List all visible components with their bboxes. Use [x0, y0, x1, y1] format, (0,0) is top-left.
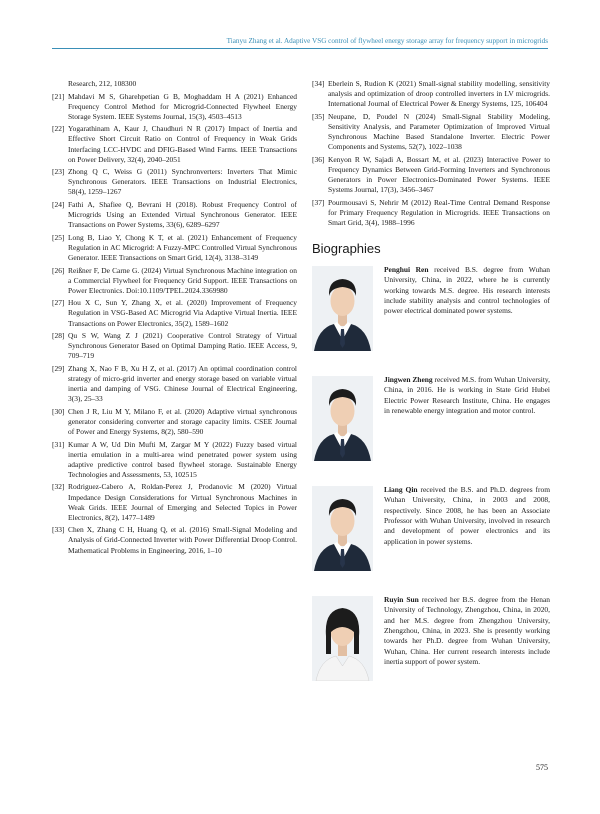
biography-body: received the B.S. and Ph.D. degrees from Wuhan University, China, in 2003 and 2008, respectively. Since 2008, he has been an Associate Professor with Wuhan University, involved in research and development of power electronics and its application in power systems.: [384, 484, 550, 546]
reference-text: Zhong Q C, Weiss G (2011) Synchronverters: Inverters That Mimic Synchronous Generators. IEEE Transactions on Industrial Electronics, 58(4), 1259–1267: [68, 167, 297, 197]
reference-continuation: Research, 212, 108300: [68, 79, 137, 88]
running-header: Tianyu Zhang et al. Adaptive VSG control of flywheel energy storage array for frequency support in microgrids: [226, 37, 548, 45]
biography-item: [312, 596, 550, 700]
reference-number: [36]: [312, 154, 325, 164]
reference-text: Qu S W, Wang Z J (2021) Cooperative Control Strategy of Virtual Synchronous Generator Based on Optimal Damping Ratio. IEEE Access, 9, 709–719: [68, 331, 297, 361]
biography-body: received her B.S. degree from the Henan University of Technology, Zhengzhou, China, in 2020, and her M.S. degree from Zhengzhou University, Zhengzhou, China, in 2023. She is presently working towards her Ph.D. degree from Wuhan University, Wuhan, China. Her current research interests include inertia support of power system.: [384, 594, 550, 667]
author-name: Jingwen Zheng: [384, 374, 433, 384]
reference-item: [52, 407, 297, 437]
reference-number: [34]: [312, 79, 325, 88]
reference-number: [21]: [52, 91, 65, 101]
reference-text: Long B, Liao Y, Chong K T, et al. (2021) Enhancement of Frequency Regulation in AC Microgrid: A Fuzzy-MPC Controlled Virtual Synchronous Generator. IEEE Transactions on Smart Grid, 12(4), 3138–3149: [68, 232, 297, 262]
reference-number: [35]: [312, 111, 325, 121]
author-name: Penghui Ren: [384, 264, 429, 274]
reference-item: [52, 92, 297, 122]
reference-text: Zhang X, Nao F B, Xu H Z, et al. (2017) An optimal coordination control strategy of micro-grid inverter and energy storage based on variable virtual inertia and damping of VSG. Chinese Journal of Electrical Engineering, 3(3), 25–33: [68, 363, 297, 404]
reference-number: [28]: [52, 331, 65, 341]
reference-item: [52, 124, 297, 164]
biography-body: received B.S. degree from Wuhan University, China, in 2022, where he is currently working towards M.S. degree. His research interests include stability analysis and control technologies of power electrical dominated power systems.: [384, 264, 550, 316]
reference-text: Rodriguez-Cabero A, Roldan-Perez J, Prodanovic M (2020) Virtual Impedance Design Considerations for Virtual Synchronous Machines in Weak Grids. IEEE Journal of Emerging and Selected Topics in Power Electronics, 8(2), 1477–1489: [68, 482, 297, 522]
reference-item: [312, 112, 550, 152]
reference-number: [32]: [52, 482, 65, 492]
biography-text: [384, 375, 550, 417]
biography-body: received M.S. from Wuhan University, China, in 2016. He is working in State Grid Hubei Electric Power Research Institute, China. He engages in renewable energy integration and motor control.: [384, 374, 551, 416]
reference-text: Yogarathinam A, Kaur J, Chaudhuri N R (2017) Impact of Inertia and Effective Short Circuit Ratio on Control of Frequency in Weak Grids Interfacing LCC-HVDC and DFIG-Based Wind Farms. IEEE Transactions on Power Delivery, 32(4), 2040–2051: [68, 124, 297, 164]
biography-text: [384, 485, 550, 547]
page-number: 575: [536, 763, 548, 772]
reference-item: [52, 200, 297, 230]
reference-item: [52, 525, 297, 555]
reference-number: [30]: [52, 406, 65, 416]
reference-text: Reißner F, De Carne G. (2024) Virtual Synchronous Machine integration on a Commercial Flywheel for Frequency Grid Support. IEEE Transactions on Power Electronics. Doi:10.1109/TPEL.2024.3369980: [68, 265, 297, 295]
biography-text: [384, 265, 550, 317]
reference-item: [52, 331, 297, 361]
reference-text: Kenyon R W, Sajadi A, Bossart M, et al. (2023) Interactive Power to Frequency Dynamics Between Grid-Forming Inverters and Synchronous Generators in Power Electronics-Dominated Power Systems. IEEE Systems Journal, 17(3), 3456–3467: [328, 154, 550, 194]
reference-number: [24]: [52, 200, 65, 210]
reference-item: [52, 364, 297, 404]
reference-text: Fathi A, Shafiee Q, Bevrani H (2018). Robust Frequency Control of Microgrids Using an Extended Virtual Synchronous Generator. IEEE Transactions on Power Systems, 33(6), 6289–6297: [68, 200, 297, 230]
reference-number: [26]: [52, 265, 65, 275]
reference-text: Pourmousavi S, Nehrir M (2012) Real-Time Central Demand Response for Primary Frequency Regulation in Microgrids. IEEE Transactions on Smart Grid, 3(4), 1988–1996: [328, 197, 550, 227]
author-portrait-icon: [312, 266, 373, 351]
biographies-heading: Biographies: [312, 240, 381, 256]
biography-item: [312, 486, 550, 590]
reference-item: [52, 233, 297, 263]
reference-item: [52, 266, 297, 296]
reference-number: [31]: [52, 439, 65, 449]
author-portrait-icon: [312, 486, 373, 571]
reference-text: Kumar A W, Ud Din Mufti M, Zargar M Y (2022) Fuzzy based virtual inertia emulation in a multi-area wind penetrated power system using adaptive predictive control based flywheel storage. Sustainable Energy Technologies and Assessments, 53, 102515: [68, 439, 297, 479]
right-column: [312, 79, 550, 706]
header-rule: [52, 48, 548, 49]
author-portrait-icon: [312, 596, 373, 681]
reference-number: [37]: [312, 197, 325, 207]
reference-number: [27]: [52, 298, 65, 308]
author-portrait-icon: [312, 376, 373, 461]
reference-text: Eberlein S, Rudion K (2021) Small-signal stability modelling, sensitivity analysis and optimization of droop controlled inverters in LV microgrids. International Journal of Electrical Power & Energy Systems, 125, 106404: [328, 79, 550, 109]
reference-number: [22]: [52, 124, 65, 134]
reference-item: [52, 298, 297, 328]
reference-text: Chen X, Zhang C H, Huang Q, et al. (2016) Small-Signal Modeling and Analysis of Grid-Connected Inverter with Power Differential Droop Control. Mathematical Problems in Engineering, 2016, 1–10: [68, 525, 297, 555]
reference-text: Mahdavi M S, Gharehpetian G B, Moghaddam H A (2021) Enhanced Frequency Control Method for Microgrid-Connected Flywheel Energy Storage System. IEEE Systems Journal, 15(3), 4503–4513: [68, 91, 297, 121]
reference-number: [33]: [52, 525, 65, 535]
reference-text: Neupane, D, Poudel N (2024) Small-Signal Stability Modeling, Sensitivity Analysis, and Parameter Optimization of Improved Virtual Synchronous Machine Based Standalone Inverter. Electric Power Components and Systems, 52(7), 1022–1038: [328, 111, 550, 152]
reference-text: Chen J R, Liu M Y, Milano F, et al. (2020) Adaptive virtual synchronous generator considering converter and storage capacity limits. CSEE Journal of Power and Energy Systems, 8(2), 580–590: [68, 406, 297, 436]
reference-item: [52, 167, 297, 197]
biographies-list: [312, 266, 550, 700]
reference-list-left: [52, 92, 297, 556]
reference-list-right: [312, 79, 550, 228]
reference-number: [29]: [52, 363, 65, 373]
reference-item: [52, 440, 297, 480]
reference-item: [312, 79, 550, 109]
reference-item: [312, 198, 550, 228]
left-column: [52, 79, 297, 558]
biography-item: [312, 266, 550, 370]
reference-number: [23]: [52, 167, 65, 177]
author-name: Ruyin Sun: [384, 594, 419, 604]
biography-text: [384, 595, 550, 668]
reference-text: Hou X C, Sun Y, Zhang X, et al. (2020) Improvement of Frequency Regulation in VSG-Based AC Microgrid Via Adaptive Virtual Inertia. IEEE Transactions on Power Electronics, 35(2), 1589–1602: [68, 298, 297, 328]
author-name: Liang Qin: [384, 484, 418, 494]
biography-item: [312, 376, 550, 480]
reference-item: [52, 482, 297, 522]
reference-item: [312, 155, 550, 195]
reference-number: [25]: [52, 232, 65, 242]
